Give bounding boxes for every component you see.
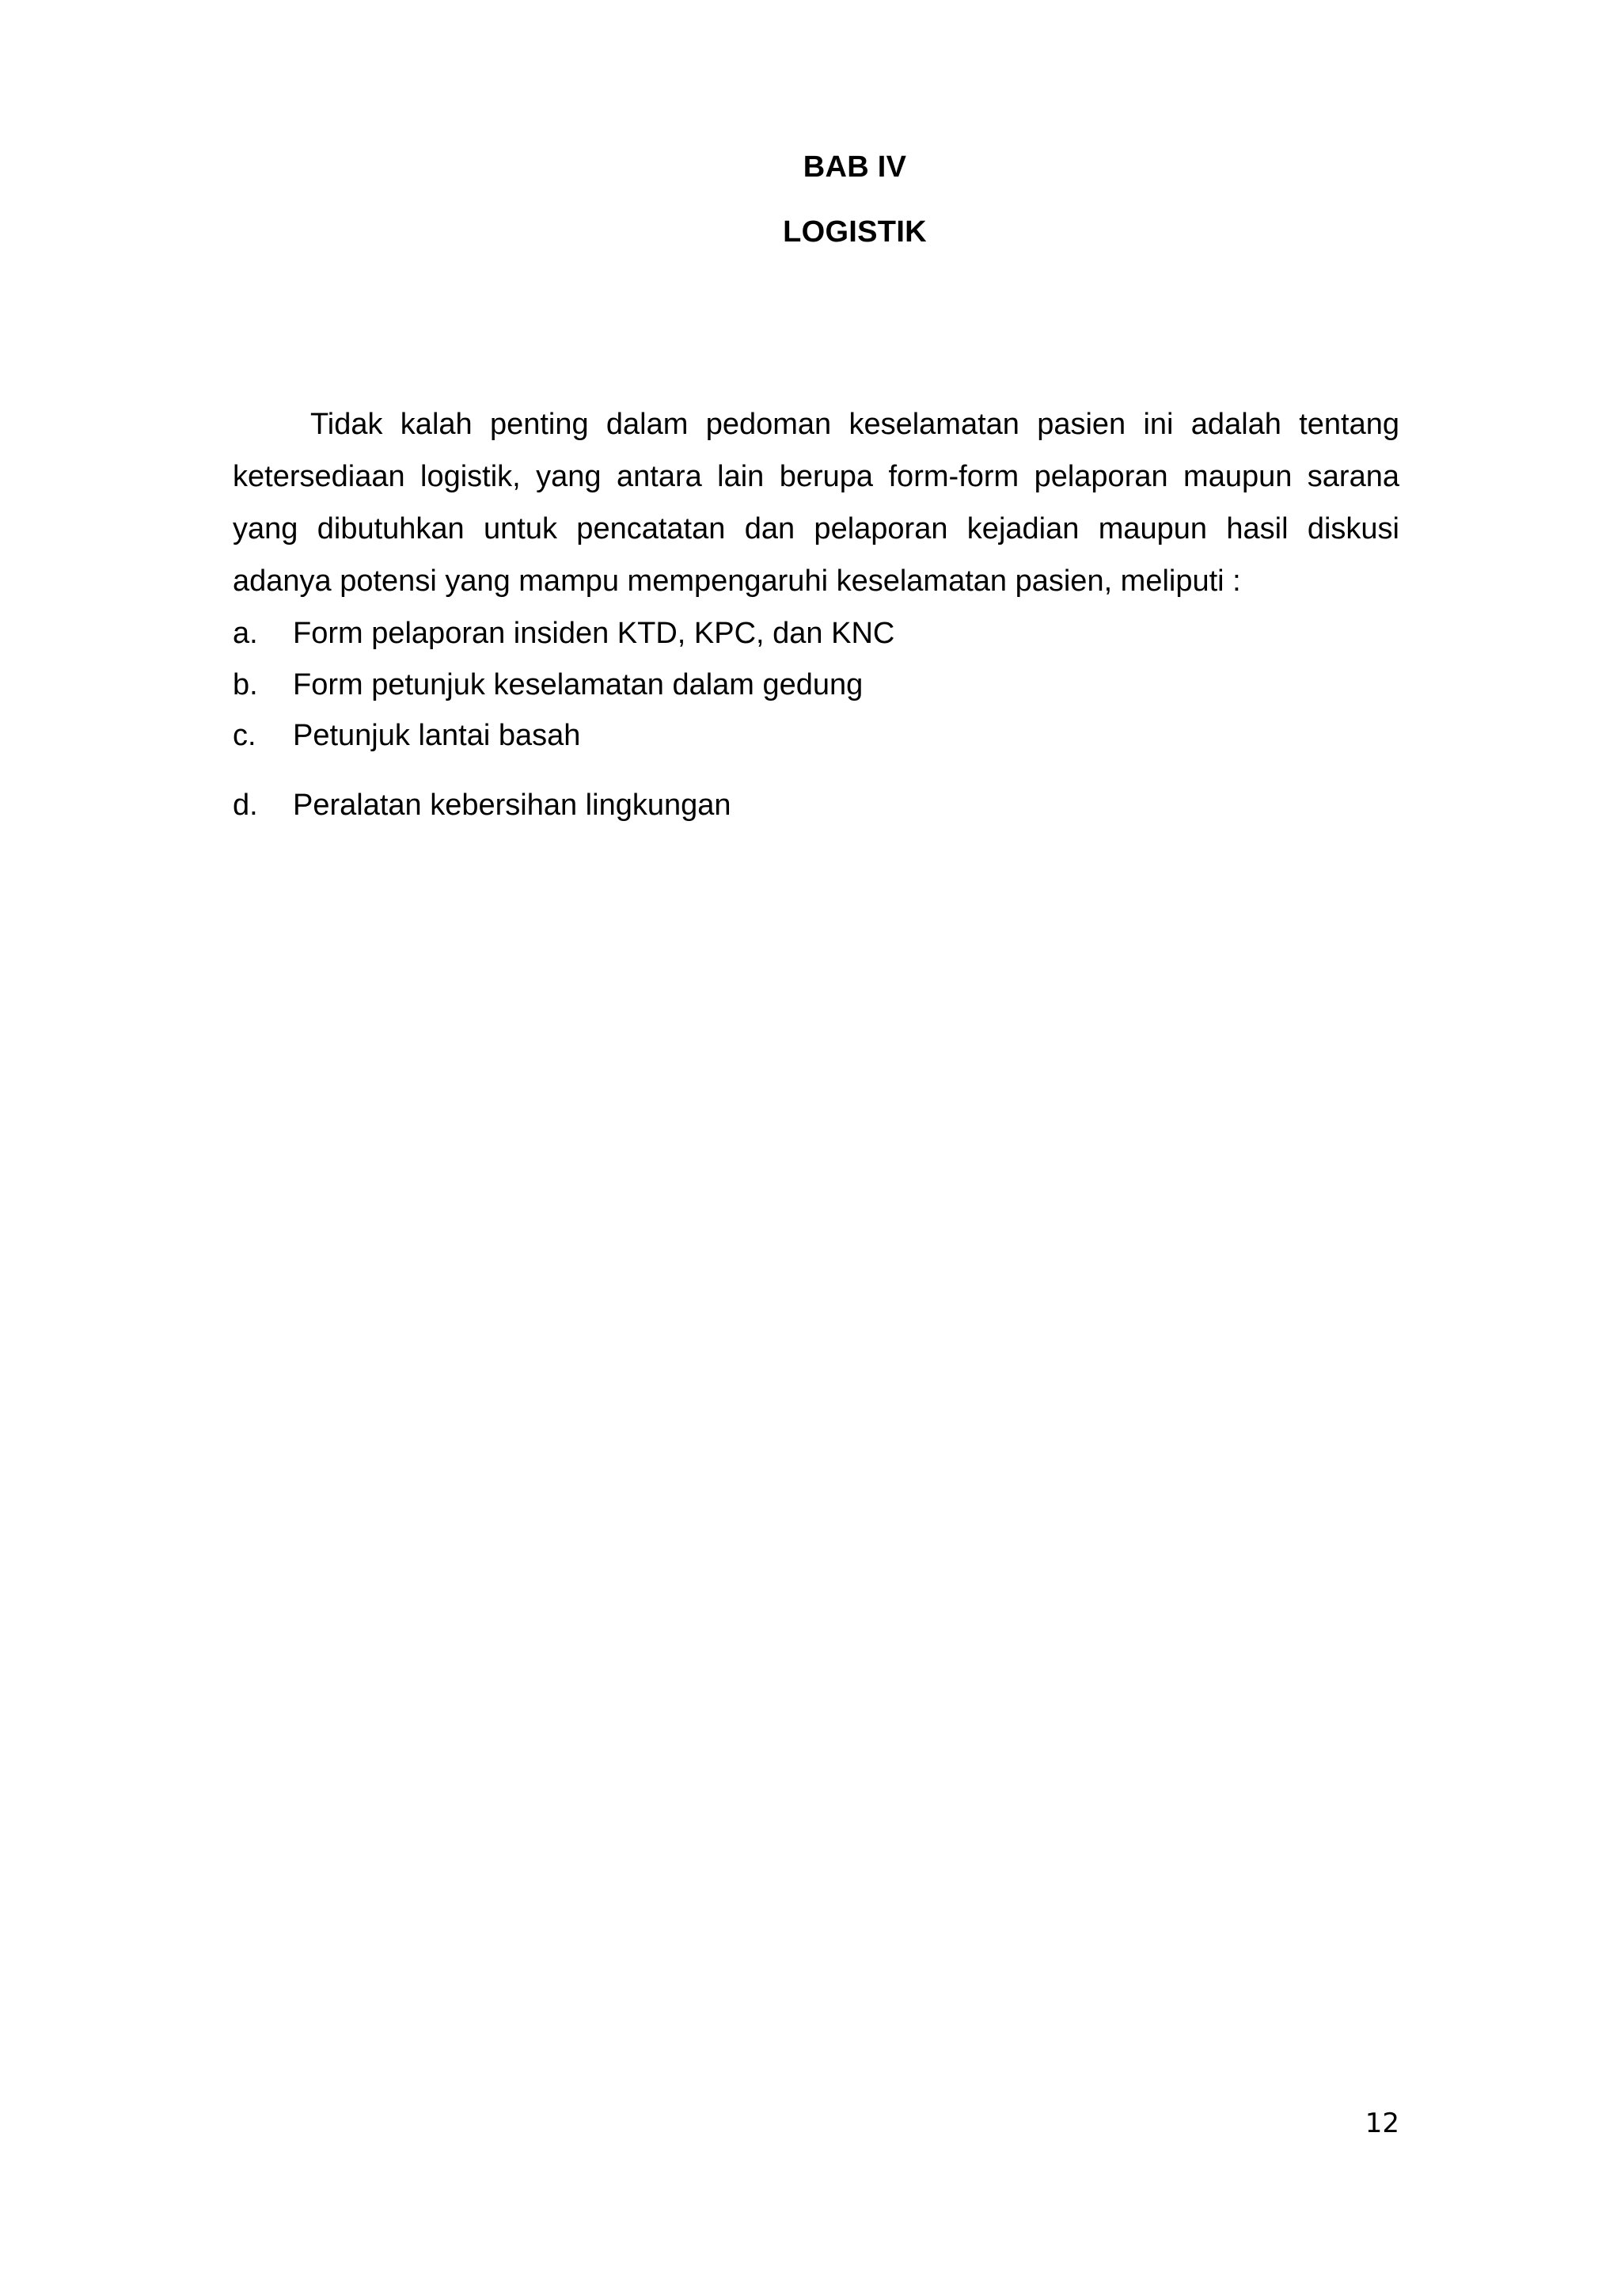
body-paragraph: Tidak kalah penting dalam pedoman keselamatan pasien ini adalah tentang ketersediaan logistik, yang antara lain berupa form-form pelaporan maupun sarana yang dibutuhkan untuk pencatatan dan pelaporan kejadian maupun hasil diskusi adanya potensi yang mampu mempengaruhi keselamatan pasien, meliputi : (233, 408, 1399, 598)
list-item-text: Form petunjuk keselamatan dalam gedung (293, 668, 864, 701)
chapter-number: BAB IV (803, 150, 907, 184)
list-marker: d. (233, 789, 258, 822)
list-item-text: Peralatan kebersihan lingkungan (293, 789, 731, 822)
list-item-text: Petunjuk lantai basah (293, 719, 581, 752)
list-marker: a. (233, 617, 258, 650)
chapter-title: LOGISTIK (783, 215, 927, 249)
list-marker: c. (233, 719, 256, 752)
list-item-text: Form pelaporan insiden KTD, KPC, dan KNC (293, 617, 895, 650)
list-marker: b. (233, 668, 258, 701)
page-number: 12 (1365, 2108, 1399, 2139)
